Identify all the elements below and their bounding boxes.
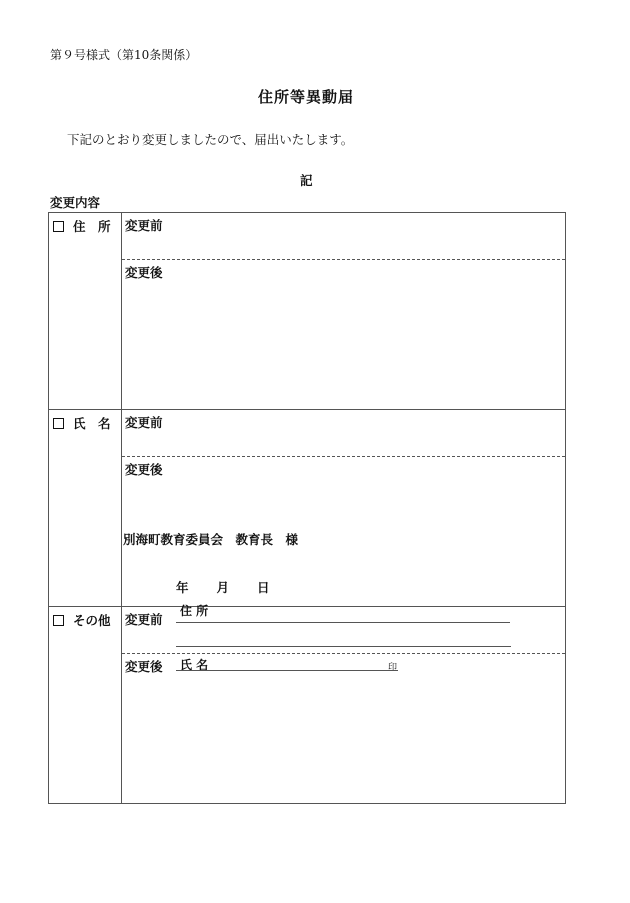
- date-month: 月: [216, 580, 230, 595]
- name-before-field[interactable]: [122, 410, 565, 457]
- address-line-1[interactable]: [176, 622, 510, 623]
- document-title: 住所等異動届: [257, 88, 354, 106]
- address-line-2[interactable]: [176, 646, 511, 647]
- row-header-address: [49, 213, 122, 410]
- row-header-other: [49, 607, 122, 804]
- before-label: 変更前: [125, 415, 163, 430]
- name-label: 氏 名: [180, 658, 209, 672]
- date-year: 年: [176, 580, 189, 595]
- addressee: 別海町教育委員会 教育長 様: [123, 532, 299, 547]
- row-body-other: [122, 607, 566, 804]
- row-body-address: [122, 213, 566, 410]
- after-label: 変更後: [125, 265, 163, 280]
- row-label-name: 氏 名: [73, 416, 111, 431]
- date-day: 日: [257, 580, 270, 595]
- before-label: 変更前: [125, 218, 163, 233]
- change-table: [48, 212, 566, 804]
- before-label: 変更前: [125, 612, 163, 627]
- other-checkbox[interactable]: [53, 615, 64, 626]
- row-label-other: その他: [73, 613, 111, 628]
- address-before-field[interactable]: [122, 213, 565, 260]
- ki-heading: 記: [300, 173, 313, 188]
- intro-text: 下記のとおり変更しましたので、届出いたします。: [67, 132, 354, 147]
- row-header-name: [49, 410, 122, 607]
- name-line[interactable]: [176, 670, 398, 671]
- row-name: [49, 410, 566, 607]
- after-label: 変更後: [125, 659, 163, 674]
- address-label: 住 所: [180, 604, 209, 618]
- name-checkbox[interactable]: [53, 418, 64, 429]
- form-number: 第９号様式（第10条関係）: [50, 48, 198, 62]
- address-checkbox[interactable]: [53, 221, 64, 232]
- row-body-name: [122, 410, 566, 607]
- row-address: [49, 213, 566, 410]
- row-other: [49, 607, 566, 804]
- name-after-field[interactable]: [122, 457, 565, 504]
- seal-mark: 印: [388, 663, 398, 673]
- section-label: 変更内容: [50, 195, 101, 210]
- after-label: 変更後: [125, 462, 163, 477]
- row-label-address: 住 所: [73, 219, 111, 234]
- date-line: [176, 578, 298, 596]
- address-after-field[interactable]: [122, 260, 565, 307]
